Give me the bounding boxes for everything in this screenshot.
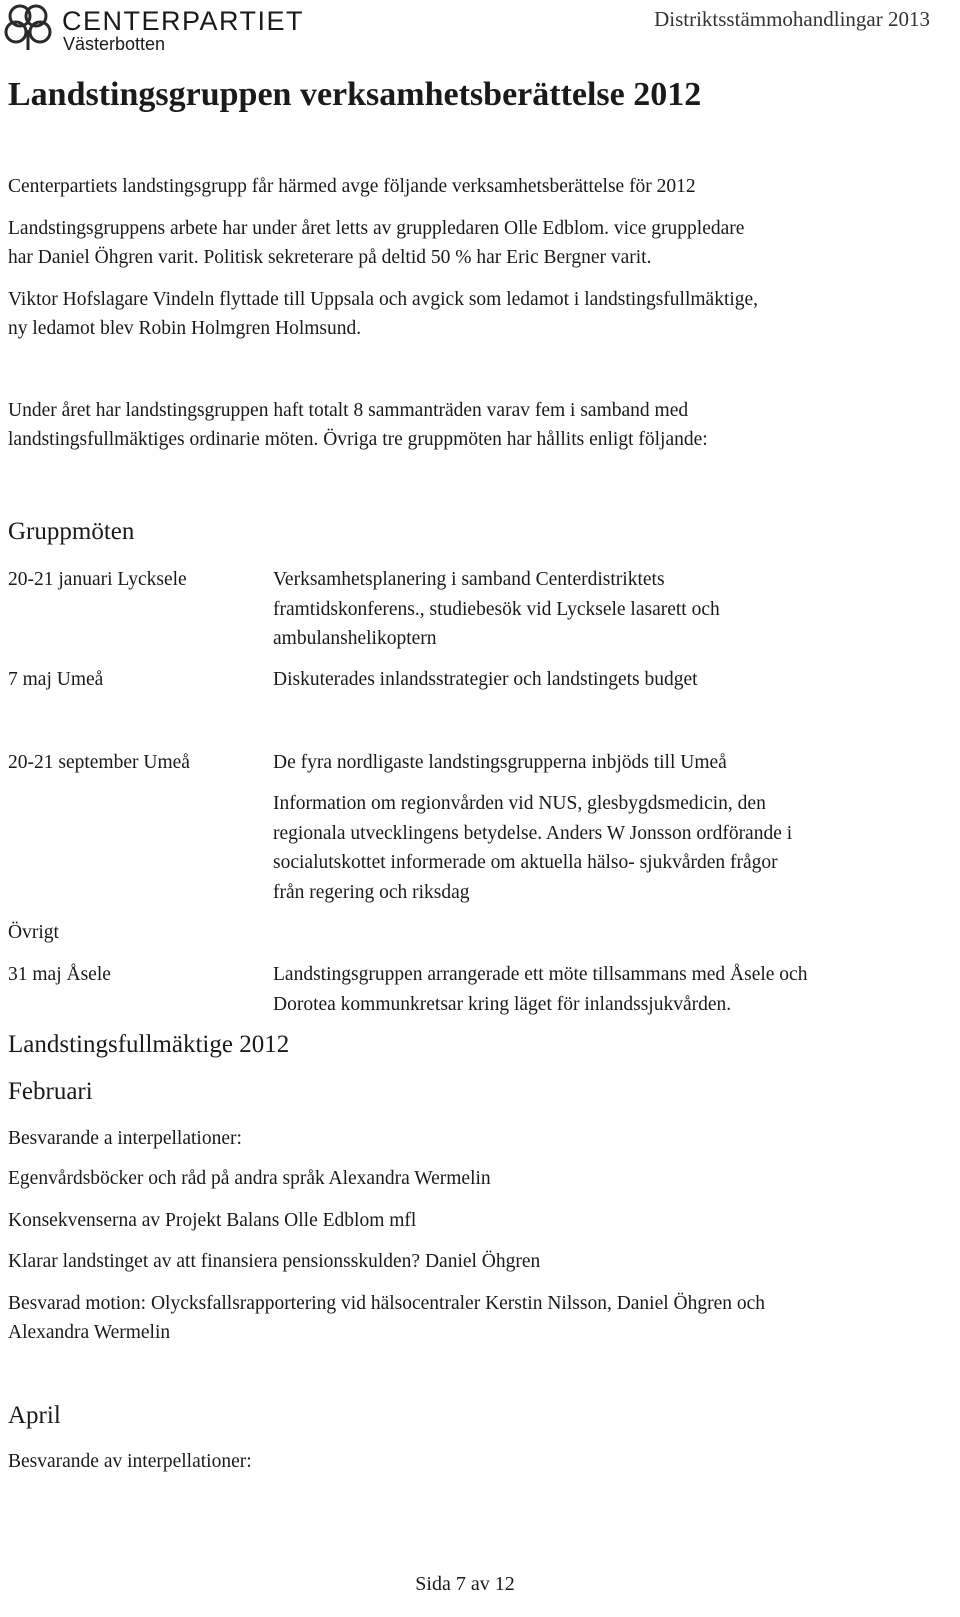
clover-logo-icon (2, 2, 58, 52)
meeting-description (273, 565, 720, 654)
meeting-label: 20-21 januari Lycksele (8, 569, 187, 590)
text-line: Under året har landstingsgruppen haft totalt 8 sammanträden varav fem i samband med (8, 400, 689, 421)
february-line (8, 1247, 540, 1276)
page-title: Landstingsgruppen verksamhetsberättelse 2012 (8, 76, 702, 113)
month-heading-februari: Februari (8, 1078, 93, 1105)
text-line: Landstingsgruppen arrangerade ett möte tillsammans med Åsele och (273, 964, 808, 985)
meeting-label: 7 maj Umeå (8, 669, 104, 690)
page-number: Sida 7 av 12 (415, 1573, 515, 1595)
text-line: landstingsfullmäktiges ordinarie möten. Övriga tre gruppmöten har hållits enligt följande: (8, 429, 708, 450)
text-line: Landstingsgruppens arbete har under året letts av gruppledaren Olle Edblom. vice gruppledare (8, 218, 745, 239)
meeting-label: 20-21 september Umeå (8, 752, 190, 773)
text-line: Diskuterades inlandsstrategier och landstingets budget (273, 669, 698, 690)
section-heading-ovrigt: Övrigt (8, 922, 59, 943)
intro-paragraph-4 (8, 396, 708, 454)
text-line: regionala utvecklingens betydelse. Anders W Jonsson ordförande i (273, 822, 793, 844)
text-line: Klarar landstinget av att finansiera pensionsskulden? Daniel Öhgren (8, 1251, 541, 1272)
february-line (8, 1164, 491, 1193)
section-heading-landstingsfullmaktige: Landstingsfullmäktige 2012 (8, 1031, 290, 1058)
logo-subtitle: Västerbotten (63, 34, 166, 54)
logo-name: CENTERPARTIET (62, 6, 305, 36)
intro-paragraph-2 (8, 214, 744, 272)
document-label: Distriktsstämmohandlingar 2013 (654, 7, 930, 31)
text-line: Egenvårdsböcker och råd på andra språk Alexandra Wermelin (8, 1168, 491, 1189)
intro-paragraph-1 (8, 172, 696, 201)
text-line: från regering och riksdag (273, 881, 470, 903)
text-line: De fyra nordligaste landstingsgrupperna inbjöds till Umeå (273, 752, 727, 773)
text-line: socialutskottet informerade om aktuella hälso- sjukvården frågor (273, 852, 778, 873)
text-line: Verksamhetsplanering i samband Centerdistriktets (273, 569, 665, 590)
text-line: ambulanshelikoptern (273, 628, 437, 649)
text-line: Besvarande av interpellationer: (8, 1451, 252, 1472)
text-line: Viktor Hofslagare Vindeln flyttade till Uppsala och avgick som ledamot i landstingsfullmäktige, (8, 289, 759, 310)
section-heading-gruppmoten: Gruppmöten (8, 518, 135, 545)
month-heading-april: April (8, 1402, 61, 1429)
february-line (8, 1289, 765, 1347)
meeting-description (273, 665, 698, 695)
text-line: Dorotea kommunkretsar kring läget för inlandssjukvården. (273, 993, 732, 1015)
intro-paragraph-3 (8, 285, 758, 343)
april-line (8, 1447, 252, 1476)
text-line: ny ledamot blev Robin Holmgren Holmsund. (8, 318, 362, 339)
text-line: framtidskonferens., studiebesök vid Lycksele lasarett och (273, 598, 720, 620)
text-line: Information om regionvården vid NUS, glesbygdsmedicin, den (273, 793, 766, 814)
meeting-description (273, 960, 807, 1019)
february-line (8, 1206, 416, 1235)
meeting-description (273, 789, 792, 907)
meeting-label: 31 maj Åsele (8, 964, 111, 985)
text-line: Alexandra Wermelin (8, 1322, 171, 1343)
text-line: har Daniel Öhgren varit. Politisk sekreterare på deltid 50 % har Eric Bergner varit. (8, 247, 652, 268)
text-line: Konsekvenserna av Projekt Balans Olle Edblom mfl (8, 1210, 417, 1231)
party-logo (0, 0, 320, 56)
text-line: Besvarande a interpellationer: (8, 1128, 242, 1149)
text-line: Centerpartiets landstingsgrupp får härmed avge följande verksamhetsberättelse för 2012 (8, 176, 696, 197)
february-line (8, 1124, 242, 1153)
text-line: Besvarad motion: Olycksfallsrapportering vid hälsocentraler Kerstin Nilsson, Daniel Öhgren och (8, 1293, 766, 1314)
meeting-description (273, 748, 727, 778)
